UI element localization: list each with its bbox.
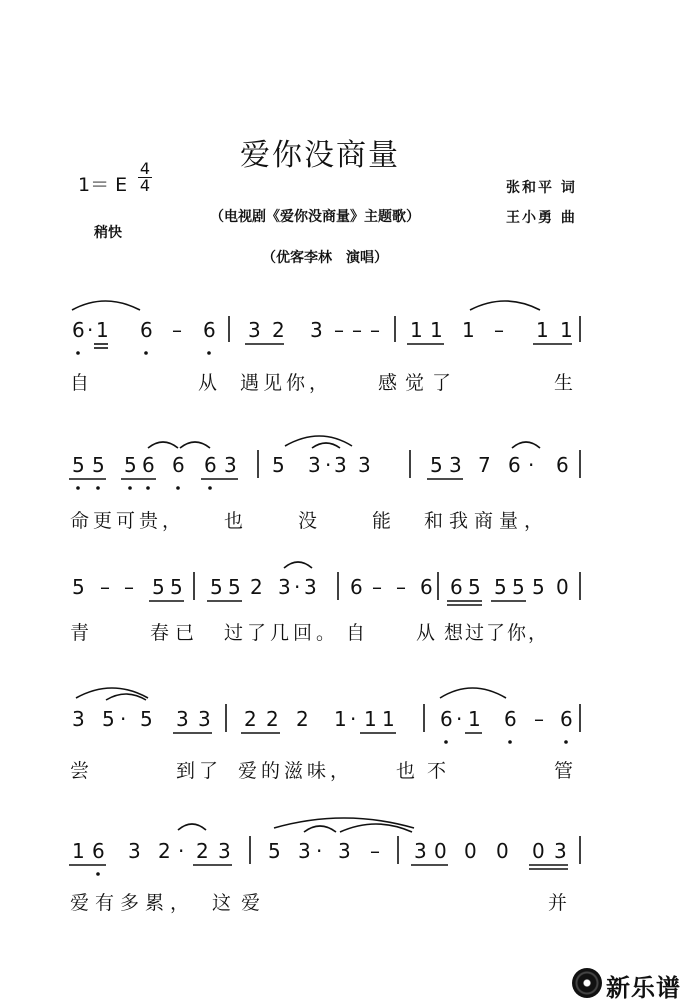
svg-text:6: 6 xyxy=(204,453,217,477)
svg-text:5: 5 xyxy=(532,575,545,599)
svg-text:2: 2 xyxy=(244,707,257,731)
svg-text:1: 1 xyxy=(72,839,85,863)
svg-text:5: 5 xyxy=(102,707,115,731)
svg-text:–: – xyxy=(172,318,182,342)
svg-text:2: 2 xyxy=(250,575,263,599)
lyric: 从 xyxy=(198,372,218,394)
record-disc-icon xyxy=(572,968,602,998)
lyric: 遇见你， xyxy=(240,372,333,394)
svg-text:·: · xyxy=(325,453,332,477)
svg-text:5: 5 xyxy=(228,575,241,599)
composer-credit: 王小勇 曲 xyxy=(506,210,577,226)
svg-text:1: 1 xyxy=(468,707,481,731)
svg-text:6: 6 xyxy=(350,575,363,599)
svg-text:7: 7 xyxy=(478,453,491,477)
lyric: 到了 xyxy=(176,760,223,782)
svg-text:3: 3 xyxy=(248,318,261,342)
lyric: 也不 xyxy=(396,760,459,782)
svg-text:5: 5 xyxy=(430,453,443,477)
lyric: 爱的滋味， xyxy=(238,760,354,782)
svg-text:5: 5 xyxy=(468,575,481,599)
svg-text:5: 5 xyxy=(72,575,85,599)
svg-text:3: 3 xyxy=(338,839,351,863)
time-signature-top: 4 xyxy=(139,159,151,178)
svg-text:–: – xyxy=(372,575,382,599)
svg-text:·: · xyxy=(456,707,463,731)
svg-text:–: – xyxy=(370,318,380,342)
svg-text:3: 3 xyxy=(358,453,371,477)
notation-line-5 xyxy=(0,812,700,914)
svg-text:6: 6 xyxy=(504,707,517,731)
svg-text:3: 3 xyxy=(298,839,311,863)
notation-line-1-notes xyxy=(0,290,700,370)
svg-text:5: 5 xyxy=(124,453,137,477)
lyric: 感觉了 xyxy=(378,372,460,394)
lyric: 命更可贵， xyxy=(70,510,186,532)
svg-text:5: 5 xyxy=(494,575,507,599)
svg-text:6: 6 xyxy=(72,318,85,342)
svg-text:0: 0 xyxy=(434,839,447,863)
svg-text:5: 5 xyxy=(170,575,183,599)
time-signature xyxy=(138,160,152,194)
svg-text:–: – xyxy=(396,575,406,599)
subtitle: （电视剧《爱你没商量》主题歌） xyxy=(210,209,420,225)
lyric: 也 xyxy=(224,510,244,532)
svg-text:5: 5 xyxy=(272,453,285,477)
svg-text:5: 5 xyxy=(210,575,223,599)
svg-text:0: 0 xyxy=(464,839,477,863)
svg-text:6: 6 xyxy=(560,707,573,731)
svg-text:·: · xyxy=(294,575,301,599)
svg-text:3: 3 xyxy=(310,318,323,342)
time-signature-bottom: 4 xyxy=(139,176,151,195)
lyric: 想过了你， xyxy=(444,622,550,644)
svg-text:2: 2 xyxy=(196,839,209,863)
svg-text:·: · xyxy=(528,453,535,477)
lyric: 尝 xyxy=(70,760,90,782)
song-title: 爱你没商量 xyxy=(240,138,400,173)
svg-text:3: 3 xyxy=(334,453,347,477)
svg-text:1: 1 xyxy=(462,318,475,342)
lyric: 和我商量， xyxy=(424,510,550,532)
svg-text:0: 0 xyxy=(496,839,509,863)
svg-text:6: 6 xyxy=(92,839,105,863)
svg-text:–: – xyxy=(334,318,344,342)
lyricist-credit: 张和平 词 xyxy=(506,180,577,196)
svg-text:3: 3 xyxy=(414,839,427,863)
svg-text:5: 5 xyxy=(152,575,165,599)
svg-text:·: · xyxy=(178,839,185,863)
svg-text:3: 3 xyxy=(218,839,231,863)
svg-text:3: 3 xyxy=(554,839,567,863)
svg-text:3: 3 xyxy=(304,575,317,599)
lyric: 自 xyxy=(70,372,90,394)
svg-text:1: 1 xyxy=(382,707,395,731)
svg-text:6: 6 xyxy=(203,318,216,342)
lyric: 这爱 xyxy=(212,892,271,914)
svg-text:1: 1 xyxy=(96,318,109,342)
lyric: 青 xyxy=(70,622,90,644)
svg-text:5: 5 xyxy=(512,575,525,599)
lyric: 爱有多累， xyxy=(70,892,196,914)
svg-text:5: 5 xyxy=(268,839,281,863)
lyric: 管 xyxy=(554,760,574,782)
svg-text:0: 0 xyxy=(556,575,569,599)
notation-line-2-notes xyxy=(0,428,700,508)
svg-text:·: · xyxy=(120,707,127,731)
svg-text:2: 2 xyxy=(158,839,171,863)
svg-text:6: 6 xyxy=(142,453,155,477)
svg-text:3: 3 xyxy=(176,707,189,731)
notation-line-5-notes xyxy=(0,812,700,892)
svg-text:1: 1 xyxy=(430,318,443,342)
notation-line-4 xyxy=(0,680,700,782)
svg-text:·: · xyxy=(316,839,323,863)
lyric: 没 xyxy=(298,510,318,532)
svg-text:1: 1 xyxy=(364,707,377,731)
singer-credit: （优客李林 演唱） xyxy=(262,250,388,266)
svg-text:1: 1 xyxy=(334,707,347,731)
svg-text:–: – xyxy=(370,839,380,863)
svg-text:6: 6 xyxy=(172,453,185,477)
svg-text:0: 0 xyxy=(532,839,545,863)
svg-text:·: · xyxy=(350,707,357,731)
svg-text:1: 1 xyxy=(560,318,573,342)
svg-text:5: 5 xyxy=(92,453,105,477)
svg-text:6: 6 xyxy=(556,453,569,477)
notation-line-3 xyxy=(0,556,700,644)
svg-text:1: 1 xyxy=(410,318,423,342)
logo-text: 新乐谱 xyxy=(606,974,681,1002)
lyric: 生 xyxy=(554,372,574,394)
svg-text:·: · xyxy=(87,318,94,342)
svg-text:2: 2 xyxy=(266,707,279,731)
svg-text:2: 2 xyxy=(272,318,285,342)
notation-line-1 xyxy=(0,290,700,394)
lyric: 自 xyxy=(346,622,366,644)
svg-text:6: 6 xyxy=(440,707,453,731)
notation-line-4-notes xyxy=(0,680,700,760)
svg-text:5: 5 xyxy=(72,453,85,477)
tempo-marking: 稍快 xyxy=(94,225,122,241)
svg-text:3: 3 xyxy=(72,707,85,731)
svg-text:6: 6 xyxy=(508,453,521,477)
svg-text:1: 1 xyxy=(536,318,549,342)
svg-text:3: 3 xyxy=(224,453,237,477)
lyric: 并 xyxy=(548,892,568,914)
svg-text:3: 3 xyxy=(128,839,141,863)
svg-text:6: 6 xyxy=(420,575,433,599)
svg-text:6: 6 xyxy=(450,575,463,599)
svg-text:6: 6 xyxy=(140,318,153,342)
site-logo xyxy=(572,966,692,1002)
svg-text:–: – xyxy=(534,707,544,731)
svg-text:3: 3 xyxy=(449,453,462,477)
svg-text:5: 5 xyxy=(140,707,153,731)
key-label: 1＝ E xyxy=(78,174,128,196)
lyric: 能 xyxy=(372,510,392,532)
svg-text:–: – xyxy=(100,575,110,599)
notation-line-2 xyxy=(0,428,700,532)
svg-text:3: 3 xyxy=(278,575,291,599)
svg-text:2: 2 xyxy=(296,707,309,731)
lyric: 过了几回。 xyxy=(224,622,340,644)
svg-text:3: 3 xyxy=(198,707,211,731)
svg-text:–: – xyxy=(124,575,134,599)
svg-text:3: 3 xyxy=(308,453,321,477)
lyric: 春已 xyxy=(150,622,201,644)
svg-text:–: – xyxy=(494,318,504,342)
lyric: 从 xyxy=(416,622,436,644)
key-signature xyxy=(78,159,151,197)
svg-text:–: – xyxy=(352,318,362,342)
